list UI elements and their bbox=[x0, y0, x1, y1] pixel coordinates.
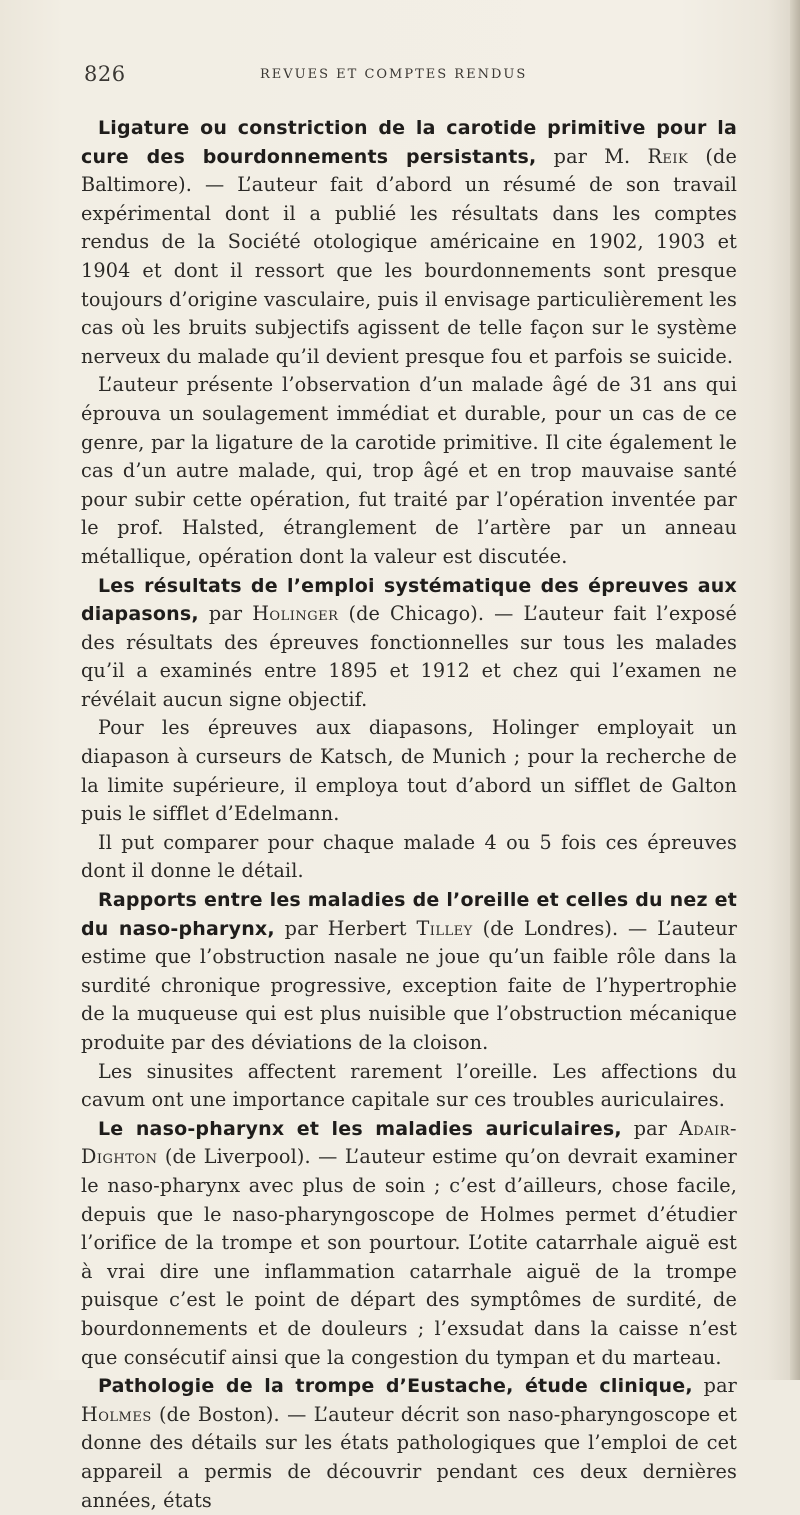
article-2-text: L’auteur fait l’exposé des résultats des épreuves fonctionnelles sur tous les malades qu’il a examinés entre 1895 et 1912 et chez qui l’examen ne révélait aucun signe objectif. bbox=[81, 602, 738, 711]
article-4-by: par bbox=[633, 1116, 668, 1140]
article-3-title: Rapports entre les maladies de l’oreille et celles du nez et du naso-pharynx, bbox=[81, 889, 737, 940]
page-spine-shadow bbox=[790, 0, 800, 1380]
article-1-author: Reik bbox=[647, 144, 689, 168]
article-2-affil: (de Chicago). — bbox=[348, 602, 514, 626]
article-4-title: Le naso-pharynx et les maladies auriculaires, bbox=[98, 1117, 622, 1140]
article-3-lead bbox=[81, 886, 737, 1058]
article-2-author: Holinger bbox=[252, 602, 339, 626]
page-number: 826 bbox=[84, 62, 126, 86]
article-1-by: par M. bbox=[553, 144, 631, 168]
article-4-author: Adair-Dighton bbox=[81, 1116, 738, 1169]
article-2-paragraph: Pour les épreuves aux diapasons, Holinger employait un diapason à curseurs de Katsch, de Munich ; pour la recherche de la limite supérieure, il employa tout d’abord un sifflet de Galton puis le sifflet d’Edelmann. bbox=[81, 716, 737, 826]
running-head: REVUES ET COMPTES RENDUS bbox=[260, 67, 528, 82]
article-5-title: Pathologie de la trompe d’Eustache, étude clinique, bbox=[98, 1375, 693, 1398]
article-1-affil: (de Baltimore). — bbox=[81, 144, 737, 197]
article-3-by: par Herbert bbox=[284, 916, 407, 940]
article-1-lead bbox=[81, 114, 737, 371]
article-body bbox=[81, 114, 737, 1515]
article-4-affil: (de Liverpool). — bbox=[164, 1145, 338, 1169]
article-3-paragraph: Les sinusites affectent rarement l’oreille. Les affections du cavum ont une importance capitale sur ces troubles auriculaires. bbox=[81, 1059, 737, 1112]
article-5-affil: (de Boston). — bbox=[159, 1402, 307, 1426]
page-header bbox=[84, 62, 744, 92]
article-4-text: L’auteur estime qu’on devrait examiner le naso-pharynx avec plus de soin ; c’est d’ailleurs, chose facile, depuis que le naso-pharyngoscope de Holmes permet d’étudier l’orifice de la trompe et son pourtour. L’otite catarrhale aiguë est à vrai dire une inflammation catarrhale aiguë de la trompe puisque c’est le point de départ des symptômes de surdité, de bourdonnements et de douleurs ; l’exsudat dans la caisse n’est que consécutif ainsi que la congestion du tympan et du marteau. bbox=[81, 1145, 737, 1369]
article-2-by: par bbox=[208, 602, 243, 626]
article-1-paragraph: L’auteur présente l’observation d’un malade âgé de 31 ans qui éprouva un soulagement immédiat et durable, pour un cas de ce genre, par la ligature de la carotide primitive. Il cite également le cas d’un autre malade, qui, trop âgé et en trop mauvaise santé pour subir cette opération, fut traité par l’opération inventée par le prof. Halsted, étranglement de l’artère par un anneau métallique, opération dont la valeur est discutée. bbox=[81, 373, 737, 568]
article-4-lead bbox=[81, 1115, 737, 1372]
article-2-title: Les résultats de l’emploi systématique des épreuves aux diapasons, bbox=[81, 574, 737, 626]
article-3-text: L’auteur estime que l’obstruction nasale ne joue qu’un faible rôle dans la surdité chronique progressive, exception faite de l’hypertrophie de la muqueuse qui est plus nuisible que l’obstruction mécanique produite par des déviations de la cloison. bbox=[81, 916, 738, 1054]
article-5-author: Holmes bbox=[81, 1402, 152, 1426]
article-5-text: L’auteur décrit son naso-pharyngoscope et donne des détails sur les états pathologiques que l’emploi de cet appareil a permis de découvrir pendant ces deux dernières années, états bbox=[81, 1402, 738, 1512]
article-2-lead bbox=[81, 572, 737, 715]
article-2-paragraph: Il put comparer pour chaque malade 4 ou 5 fois ces épreuves dont il donne le détail. bbox=[81, 830, 737, 883]
article-3-author: Tilley bbox=[416, 916, 473, 940]
article-5-lead bbox=[81, 1372, 737, 1515]
article-1-title: Ligature ou constriction de la carotide primitive pour la cure des bourdonnements persistants, bbox=[81, 117, 737, 168]
article-3-affil: (de Londres). — bbox=[482, 916, 648, 940]
article-1-text: L’auteur fait d’abord un résumé de son travail expérimental dont il a publié les résultats dans les comptes rendus de la Société otologique américaine en 1902, 1903 et 1904 et dont il ressort que les bourdonnements sont presque toujours d’origine vasculaire, puis il envisage particulièrement les cas où les bruits subjectifs agissent de telle façon sur le système nerveux du malade qu’il devient presque fou et parfois se suicide. bbox=[81, 173, 738, 368]
article-5-by: par bbox=[703, 1374, 738, 1398]
